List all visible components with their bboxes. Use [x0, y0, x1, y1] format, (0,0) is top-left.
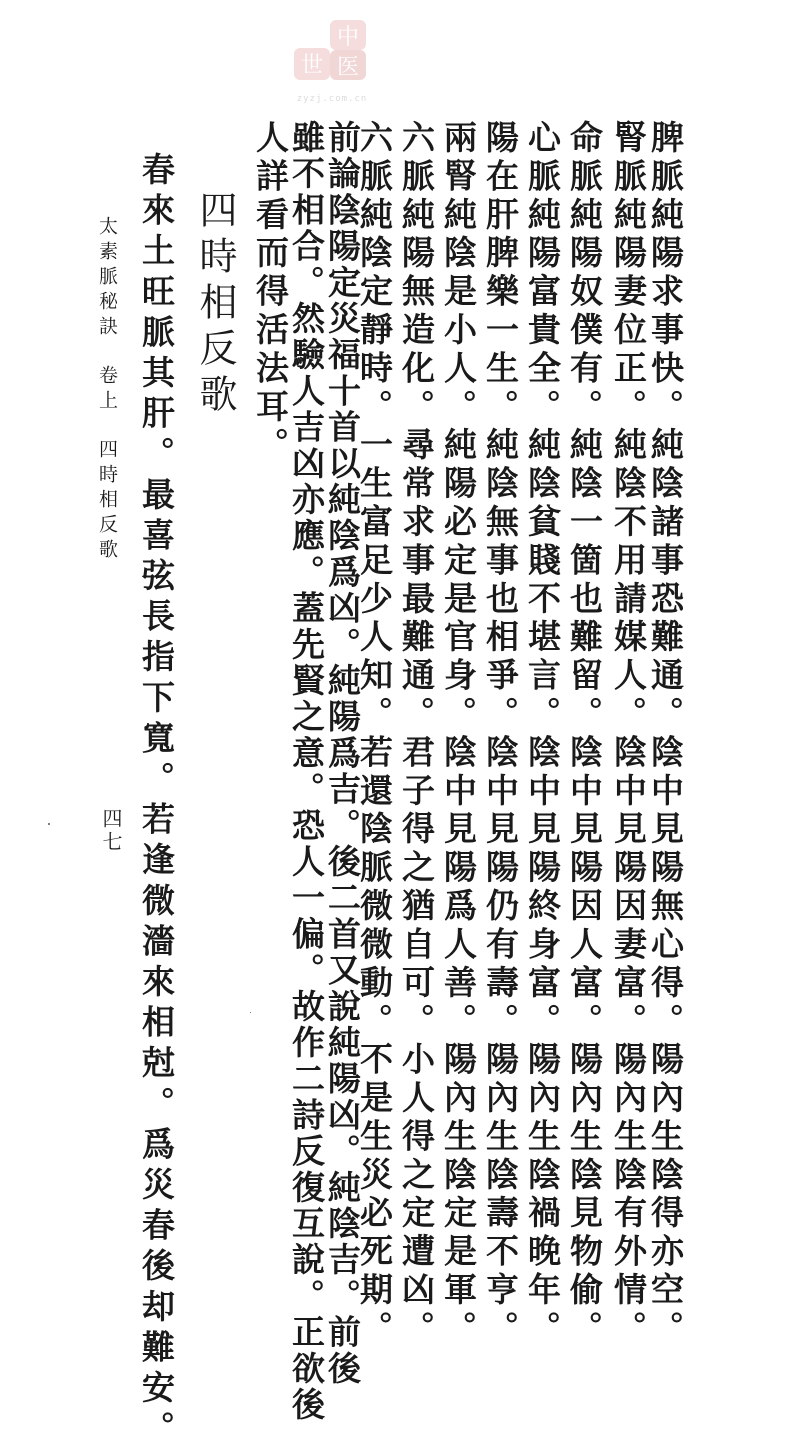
running-title [94, 216, 121, 564]
watermark-url: zyzj.com.cn [296, 94, 368, 104]
volume-label: 卷上 [96, 365, 118, 415]
page-number: 四七 [99, 808, 123, 854]
scan-speck [250, 1012, 251, 1013]
body-column-8: 六脈純陰定靜時。一生富足少人知。若還陰脈微微動。不是生災必死期。 [355, 120, 394, 1349]
section-heading: 四時相反歌 [193, 190, 237, 420]
book-title: 太素脈秘訣 [96, 216, 118, 341]
body-column-2: 腎脈純陽妻位正。純陰不用請媒人。陰中見陽因妻富。陽內生陰有外情。 [609, 120, 648, 1349]
watermark-glyph-mid: 医 [330, 50, 366, 80]
body-column-6: 兩腎純陰是小人。純陽必定是官身。陰中見陽爲人善。陽內生陰定是軍。 [439, 120, 478, 1349]
scan-speck [48, 823, 50, 825]
poem-column-1: 春來土旺脈其肝。最喜弦長指下寬。若逢微濇來相尅。爲災春後却難安。 [137, 152, 176, 1451]
body-column-7: 六脈純陽無造化。尋常求事最難通。君子得之猶自可。小人得之定遭凶。 [397, 120, 436, 1349]
watermark-glyph-top: 中 [330, 20, 366, 50]
body-column-10: 雖不相合。然驗人吉凶亦應。蓋先賢之意。恐人一偏。故作二詩反復互說。正欲後 [287, 120, 326, 1424]
body-column-3: 命脈純陽奴僕有。純陰一箇也難留。陰中見陽因人富。陽內生陰見物偷。 [565, 120, 604, 1349]
body-column-11: 人詳看而得活法耳。 [251, 120, 290, 466]
body-column-5: 陽在肝脾樂一生。純陰無事也相爭。陰中見陽仍有壽。陽內生陰壽不亨。 [481, 120, 520, 1349]
watermark-logo [292, 20, 370, 104]
body-column-9: 前論陰陽定災福十首以純陰爲凶。純陽爲吉。後二首又說純陽凶。純陰吉。前後 [323, 120, 362, 1387]
watermark-glyph-left: 世 [294, 48, 330, 80]
section-label: 四時相反歌 [96, 439, 118, 564]
body-column-1: 脾脈純陽求事快。純陰諸事恐難通。陰中見陽無心得。陽內生陰得亦空。 [646, 120, 685, 1349]
body-column-4: 心脈純陽富貴全。純陰貧賤不堪言。陰中見陽終身富。陽內生陰禍晚年。 [523, 120, 562, 1349]
